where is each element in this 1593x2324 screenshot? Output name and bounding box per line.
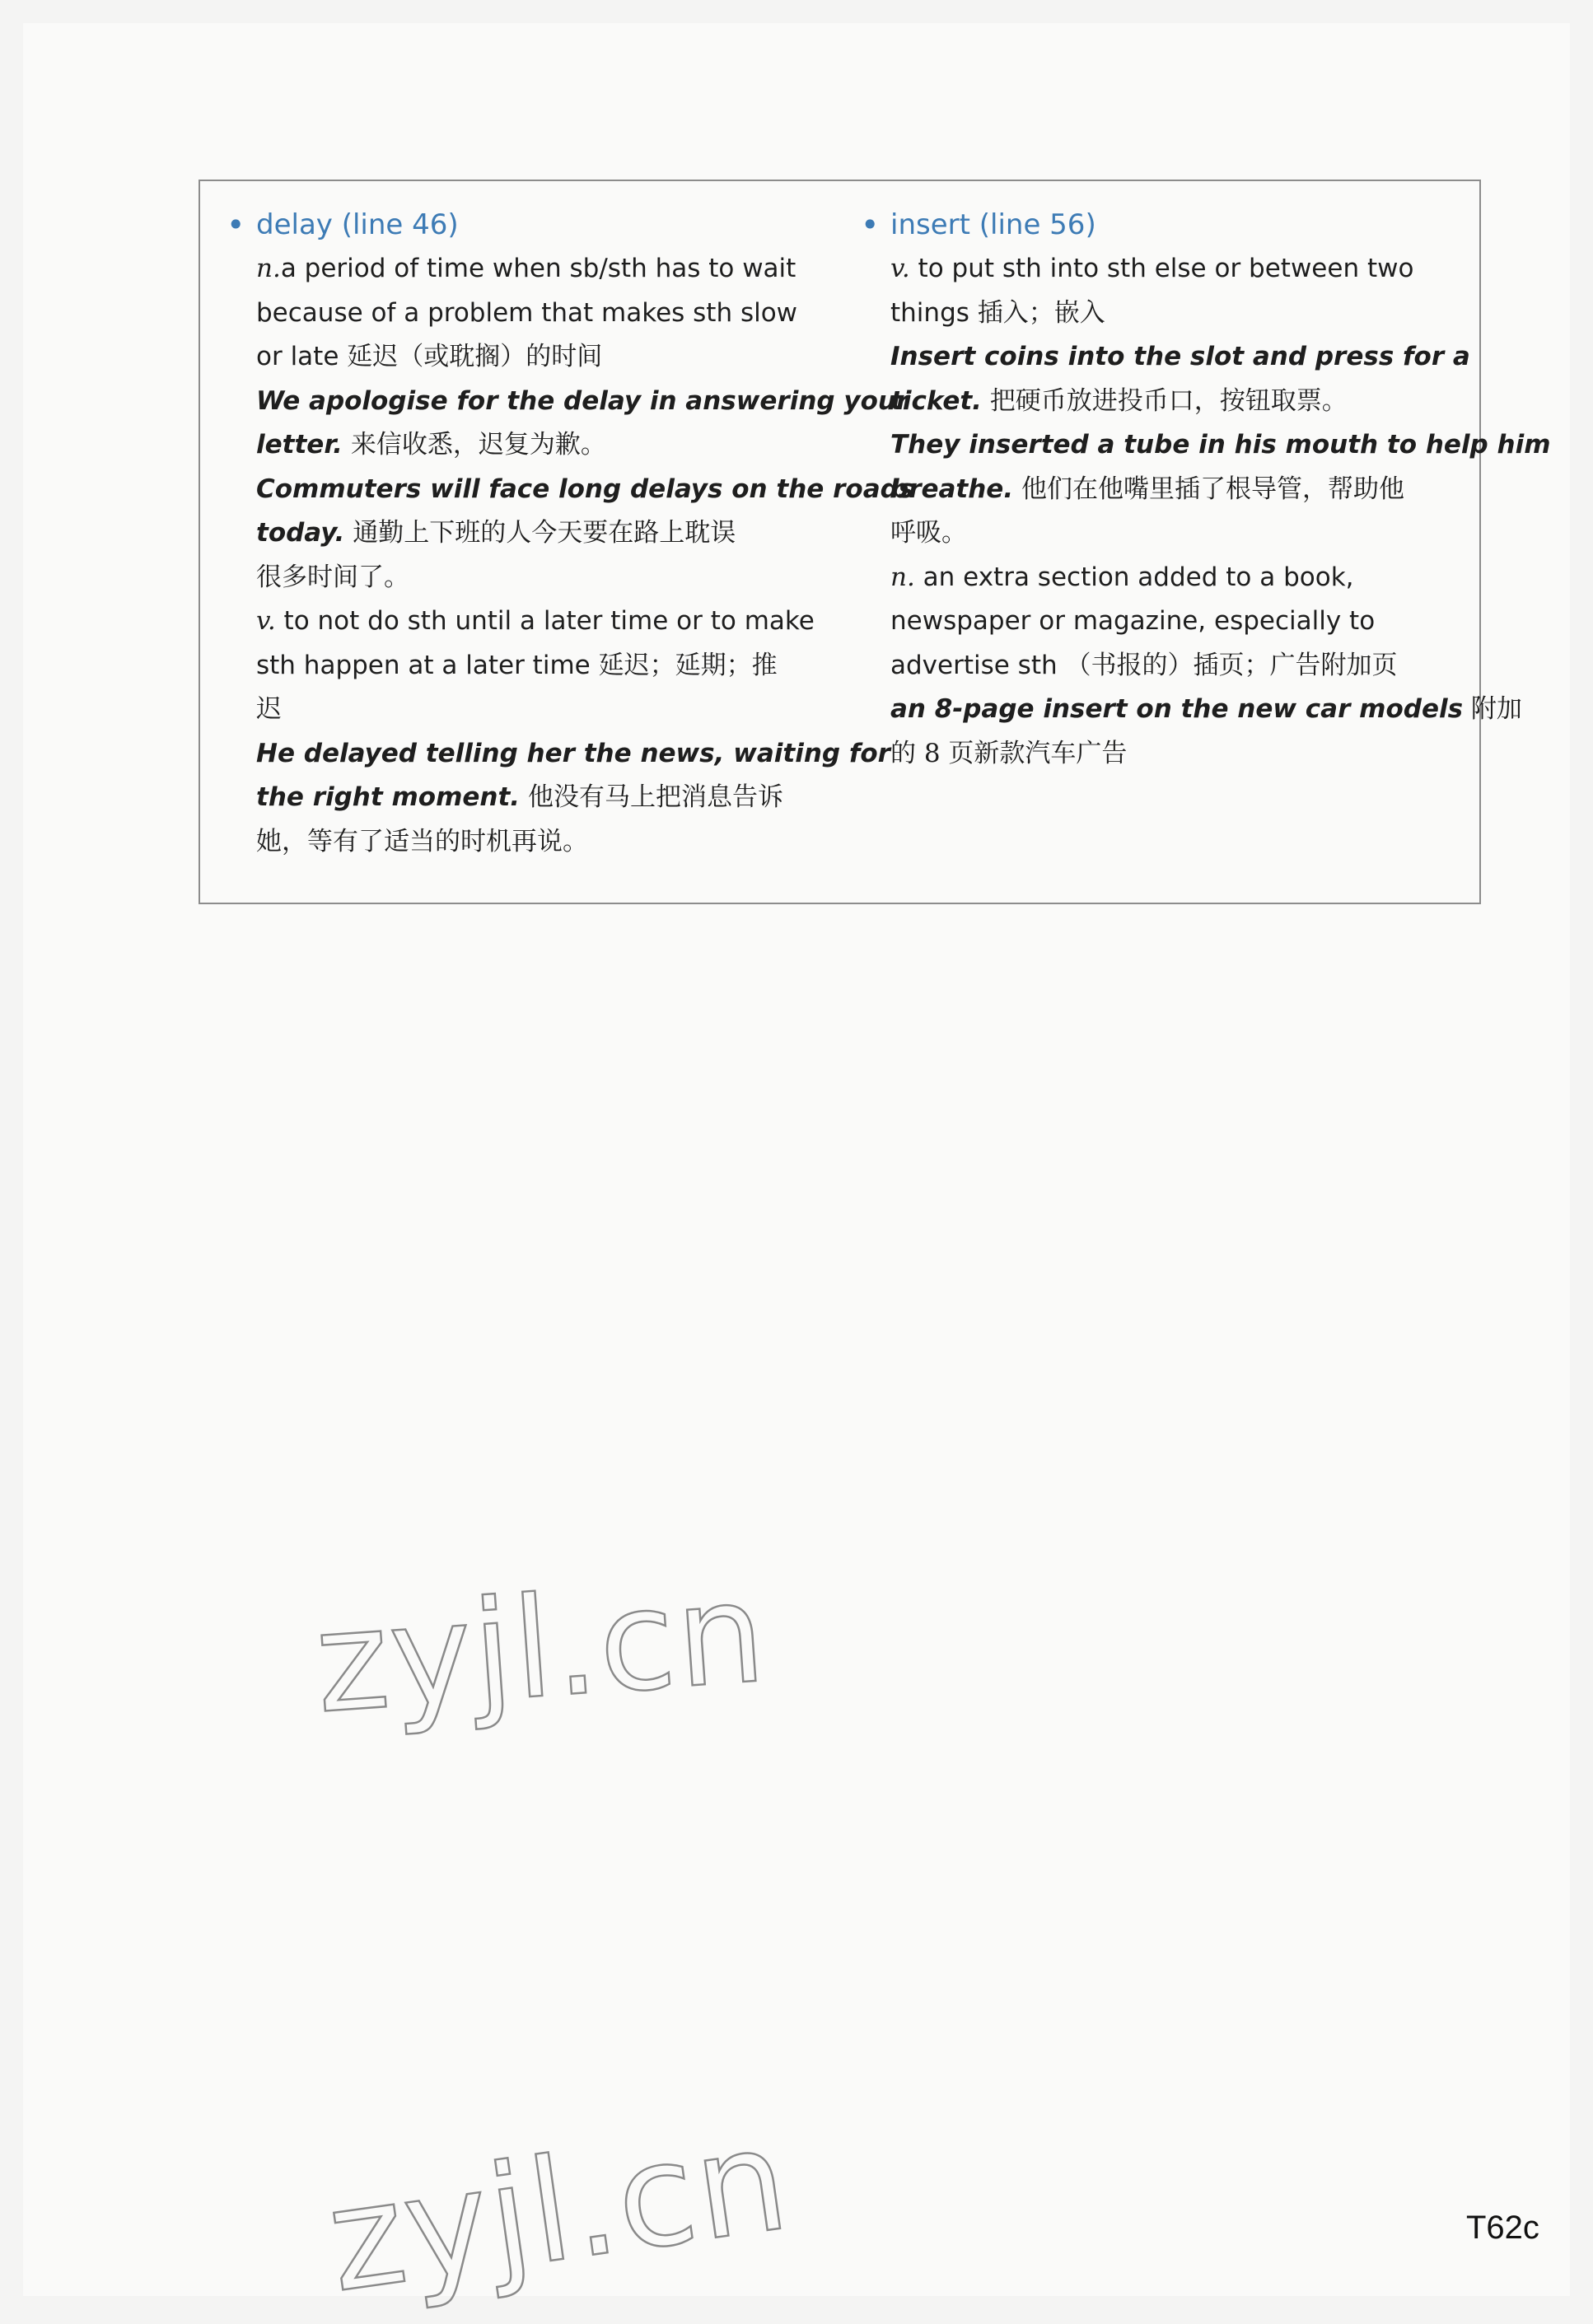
chinese-translation: 迟 (256, 694, 282, 724)
example-line (890, 468, 1454, 512)
headword-text: delay (line 46) (256, 208, 459, 241)
example-text: an 8-page insert on the new car models (890, 694, 1464, 724)
entry-column-left (225, 203, 914, 864)
example-line (256, 468, 914, 512)
example-text: today. (256, 518, 345, 548)
definition-line (890, 292, 1454, 336)
definition-line (890, 644, 1454, 688)
definition-line (890, 600, 1454, 644)
vocabulary-box (199, 180, 1551, 904)
chinese-translation: （书报的）插页；广告附加页 (1065, 650, 1398, 680)
chinese-translation: 他没有马上把消息告诉 (520, 782, 783, 812)
bullet-icon: • (861, 207, 880, 243)
example-text: Insert coins into the slot and press for a (890, 342, 1470, 371)
part-of-speech: v. (890, 254, 910, 283)
chinese-translation: 很多时间了。 (256, 562, 409, 592)
bullet-icon: • (227, 207, 245, 243)
chinese-translation: 延迟；延期；推 (598, 650, 778, 680)
headword-delay (225, 203, 801, 247)
chinese-translation: 来信收悉，迟复为歉。 (342, 430, 606, 460)
example-line (256, 380, 909, 424)
example-text: Commuters will face long delays on the roads (256, 474, 914, 504)
chinese-translation: 附加 (1463, 694, 1522, 724)
definition-line (256, 247, 801, 292)
part-of-speech: n. (890, 562, 915, 592)
definition-text: an extra section added to a book, (914, 562, 1354, 592)
part-of-speech: v. (256, 606, 276, 636)
definition-text: newspaper or magazine, especially to (890, 606, 1376, 636)
chinese-translation: 的 8 页新款汽车广告 (890, 738, 1128, 768)
definition-line (256, 292, 801, 336)
example-line (256, 423, 801, 468)
chinese-translation: 插入；嵌入 (977, 297, 1105, 328)
chinese-translation: 他们在他嘴里插了根导管，帮助他 (1013, 474, 1404, 504)
example-line (256, 732, 890, 777)
definition-text: sth happen at a later time (256, 650, 599, 680)
headword-insert (859, 203, 1454, 247)
example-text: ticket. (890, 385, 982, 416)
example-text: He delayed telling her the news, waiting for (256, 738, 890, 768)
definition-line (256, 335, 801, 380)
example-text: the right moment. (256, 782, 521, 812)
entry-body-delay (225, 247, 914, 864)
chinese-translation: 通勤上下班的人今天要在路上耽误 (344, 518, 736, 548)
page (23, 23, 1570, 2324)
headword-text: insert (line 56) (890, 208, 1096, 241)
definition-text: or late (256, 342, 348, 371)
example-line (256, 776, 801, 820)
definition-line (256, 644, 801, 688)
part-of-speech: n. (256, 254, 281, 283)
example-text: breathe. (890, 474, 1014, 504)
example-line (890, 732, 1454, 777)
example-line (890, 335, 1470, 380)
chinese-translation: 呼吸。 (890, 518, 967, 548)
definition-line (256, 688, 801, 732)
chinese-translation: 把硬币放进投币口，按钮取票。 (981, 385, 1348, 416)
example-text: They inserted a tube in his mouth to help him (890, 430, 1551, 460)
definition-text: a period of time when sb/sth has to wait (280, 254, 796, 283)
page-number: T62c (1466, 2210, 1539, 2246)
entry-column-right (859, 203, 1551, 776)
example-line (890, 423, 1551, 468)
example-line (256, 820, 801, 865)
definition-text: advertise sth (890, 650, 1066, 680)
entry-body-insert (859, 247, 1551, 776)
definition-text: to not do sth until a later time or to make (275, 606, 815, 636)
definition-line (890, 247, 1454, 292)
definition-line (890, 556, 1454, 600)
watermark: zyjl.cn (310, 1552, 772, 1744)
example-line (890, 380, 1454, 424)
example-text: We apologise for the delay in answering your (256, 385, 909, 416)
definition-text: things (890, 297, 978, 328)
example-line (256, 556, 801, 600)
example-text: letter. (256, 430, 343, 460)
example-line (890, 511, 1454, 556)
definition-line (256, 600, 815, 644)
watermark: zyjl.cn (318, 2096, 799, 2324)
chinese-translation: 她，等有了适当的时机再说。 (256, 826, 588, 856)
example-line (890, 688, 1522, 732)
definition-text: to put sth into sth else or between two (909, 254, 1414, 283)
definition-text: because of a problem that makes sth slow (256, 297, 798, 328)
chinese-translation: 延迟（或耽搁）的时间 (347, 342, 603, 371)
example-line (256, 511, 801, 556)
